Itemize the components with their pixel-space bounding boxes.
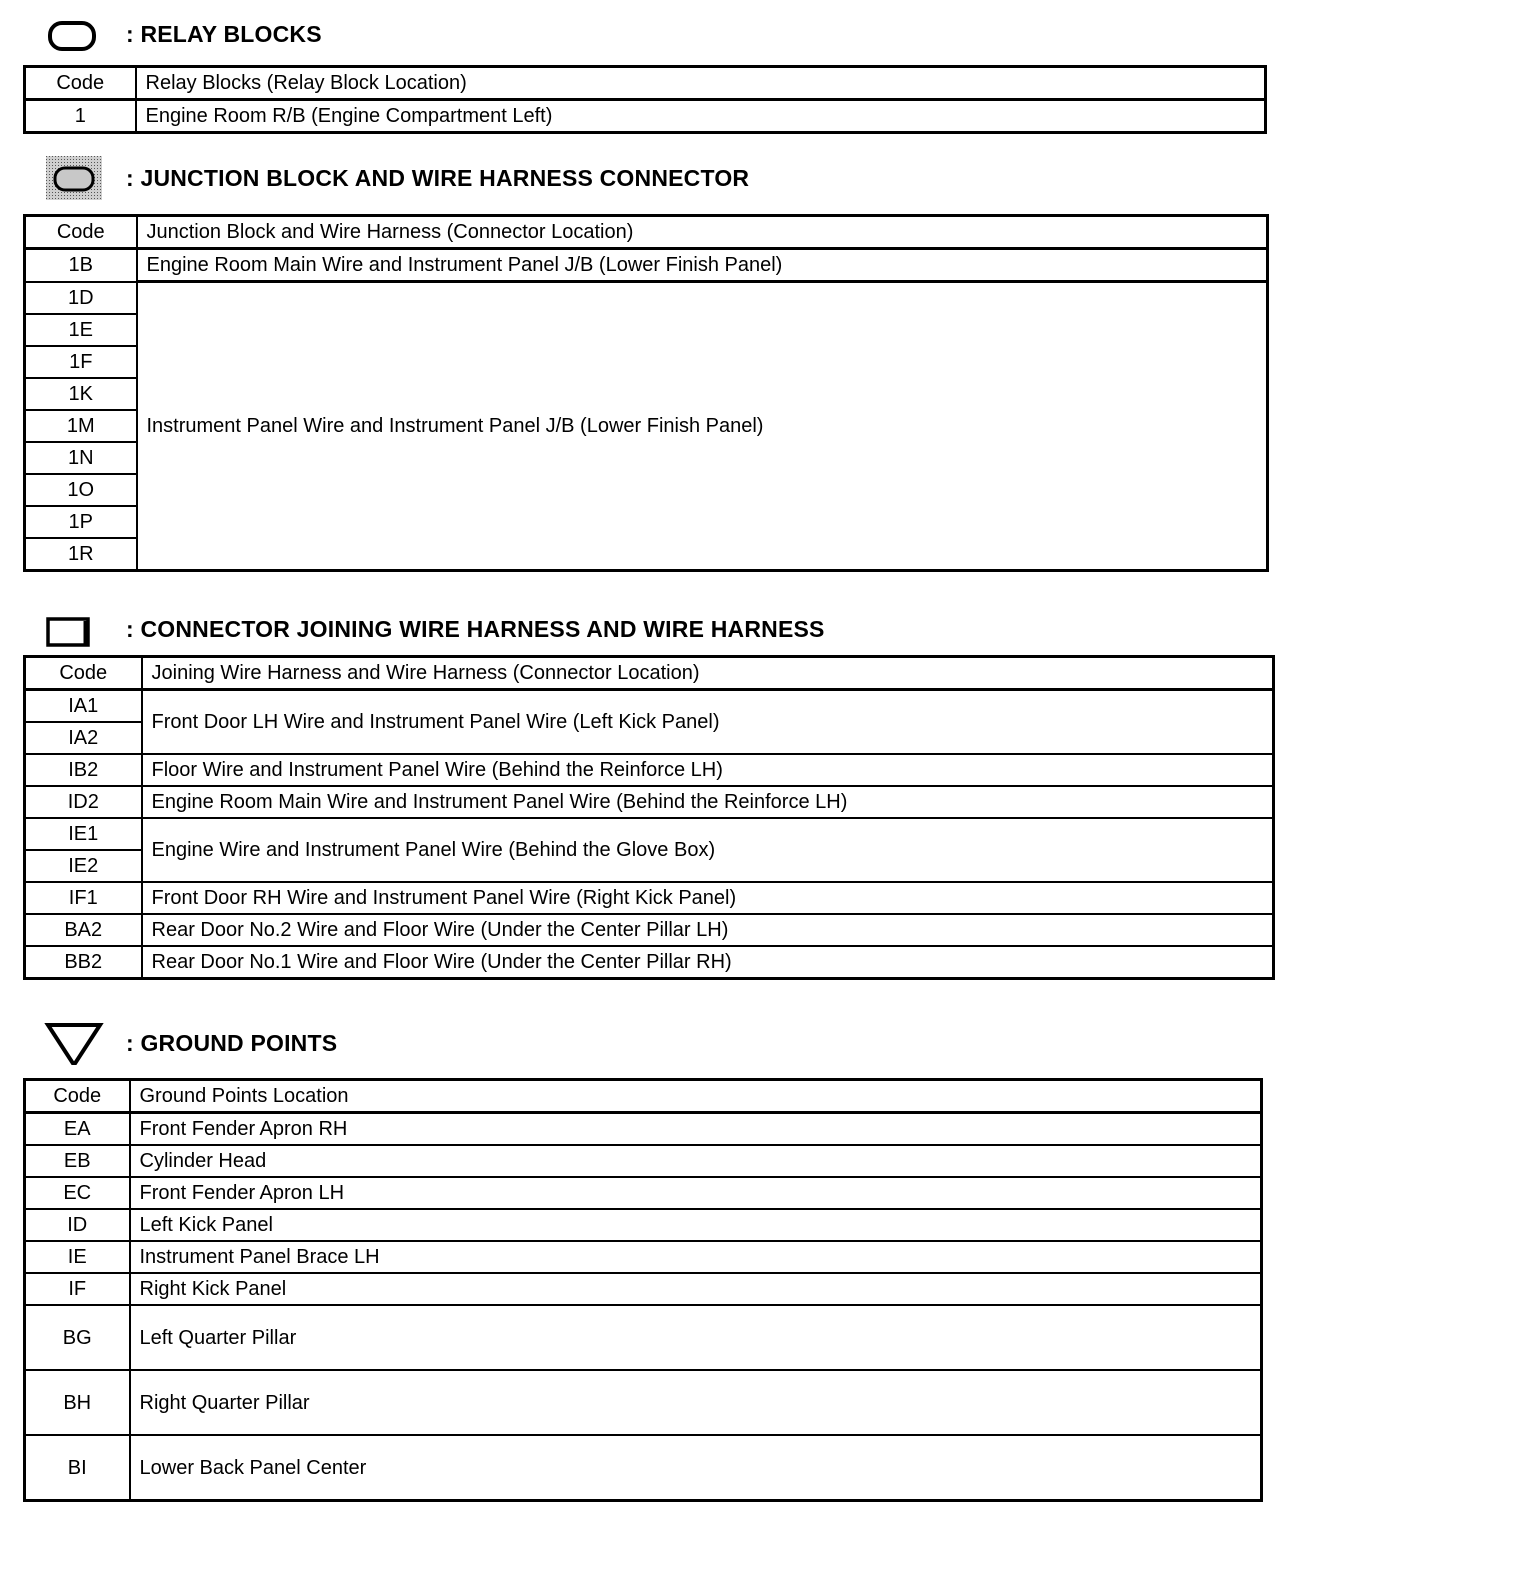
row-description: Cylinder Head — [130, 1145, 1262, 1177]
ground-points-table — [23, 1078, 1263, 1502]
junction-block-heading — [0, 156, 1300, 200]
table-row — [25, 818, 1274, 850]
row-code: BI — [25, 1435, 130, 1501]
row-code: IF — [25, 1273, 130, 1305]
row-description: Front Door LH Wire and Instrument Panel Wire (Left Kick Panel) — [142, 690, 1274, 755]
row-code: 1R — [25, 538, 137, 571]
relay-blocks-table — [23, 65, 1267, 134]
header-code: Code — [25, 657, 142, 690]
row-code: 1K — [25, 378, 137, 410]
row-code: 1D — [25, 282, 137, 314]
row-description: Lower Back Panel Center — [130, 1435, 1262, 1501]
table-row — [25, 249, 1268, 282]
row-description: Front Fender Apron LH — [130, 1177, 1262, 1209]
table-row — [25, 690, 1274, 723]
row-code: 1E — [25, 314, 137, 346]
table-row — [25, 1177, 1262, 1209]
table-row — [25, 754, 1274, 786]
table-row — [25, 282, 1268, 314]
row-code: ID — [25, 1209, 130, 1241]
row-code: 1F — [25, 346, 137, 378]
table-header-row — [25, 67, 1266, 100]
row-code: BB2 — [25, 946, 142, 979]
row-code: EA — [25, 1113, 130, 1146]
row-code: 1 — [25, 100, 136, 133]
row-description: Right Kick Panel — [130, 1273, 1262, 1305]
square-connector-icon — [40, 607, 108, 651]
row-code: EC — [25, 1177, 130, 1209]
junction-block-table — [23, 214, 1269, 572]
header-description: Ground Points Location — [130, 1080, 1262, 1113]
row-code: IA2 — [25, 722, 142, 754]
row-code: IE — [25, 1241, 130, 1273]
table-header-row — [25, 216, 1268, 249]
table-row — [25, 1370, 1262, 1435]
table-row — [25, 1209, 1262, 1241]
table-row — [25, 1145, 1262, 1177]
row-description: Left Kick Panel — [130, 1209, 1262, 1241]
row-description: Floor Wire and Instrument Panel Wire (Behind the Reinforce LH) — [142, 754, 1274, 786]
row-description: Left Quarter Pillar — [130, 1305, 1262, 1370]
section-title: : JUNCTION BLOCK AND WIRE HARNESS CONNECTOR — [126, 165, 750, 191]
row-code: EB — [25, 1145, 130, 1177]
row-description: Engine Wire and Instrument Panel Wire (Behind the Glove Box) — [142, 818, 1274, 882]
row-description: Instrument Panel Wire and Instrument Panel J/B (Lower Finish Panel) — [137, 282, 1268, 571]
row-code: 1P — [25, 506, 137, 538]
table-row — [25, 1435, 1262, 1501]
header-description: Joining Wire Harness and Wire Harness (Connector Location) — [142, 657, 1274, 690]
row-code: IF1 — [25, 882, 142, 914]
row-description: Front Door RH Wire and Instrument Panel Wire (Right Kick Panel) — [142, 882, 1274, 914]
row-code: BH — [25, 1370, 130, 1435]
row-code: 1B — [25, 249, 137, 282]
table-header-row — [25, 657, 1274, 690]
header-code: Code — [25, 216, 137, 249]
header-code: Code — [25, 67, 136, 100]
row-description: Right Quarter Pillar — [130, 1370, 1262, 1435]
row-code: BA2 — [25, 914, 142, 946]
header-code: Code — [25, 1080, 130, 1113]
row-description: Rear Door No.2 Wire and Floor Wire (Under the Center Pillar LH) — [142, 914, 1274, 946]
row-code: 1O — [25, 474, 137, 506]
table-row — [25, 1273, 1262, 1305]
row-code: 1N — [25, 442, 137, 474]
header-description: Junction Block and Wire Harness (Connector Location) — [137, 216, 1268, 249]
shaded-rounded-icon — [40, 156, 108, 200]
row-code: 1M — [25, 410, 137, 442]
row-code: IE1 — [25, 818, 142, 850]
header-description: Relay Blocks (Relay Block Location) — [136, 67, 1266, 100]
row-description: Engine Room Main Wire and Instrument Panel Wire (Behind the Reinforce LH) — [142, 786, 1274, 818]
connector-table — [23, 655, 1275, 980]
section-title: : RELAY BLOCKS — [126, 21, 322, 47]
row-code: BG — [25, 1305, 130, 1370]
table-header-row — [25, 1080, 1262, 1113]
table-row — [25, 882, 1274, 914]
ground-triangle-icon — [40, 1021, 108, 1065]
row-description: Rear Door No.1 Wire and Floor Wire (Under the Center Pillar RH) — [142, 946, 1274, 979]
section-title: : CONNECTOR JOINING WIRE HARNESS AND WIRE HARNESS — [126, 616, 825, 642]
section-title: : GROUND POINTS — [126, 1030, 338, 1056]
row-description: Engine Room R/B (Engine Compartment Left) — [136, 100, 1266, 133]
row-description: Front Fender Apron RH — [130, 1113, 1262, 1146]
row-description: Instrument Panel Brace LH — [130, 1241, 1262, 1273]
rounded-outline-icon — [40, 12, 108, 56]
table-row — [25, 914, 1274, 946]
row-description: Engine Room Main Wire and Instrument Panel J/B (Lower Finish Panel) — [137, 249, 1268, 282]
table-row — [25, 786, 1274, 818]
table-row — [25, 1113, 1262, 1146]
row-code: ID2 — [25, 786, 142, 818]
table-row — [25, 1241, 1262, 1273]
row-code: IA1 — [25, 690, 142, 723]
row-code: IE2 — [25, 850, 142, 882]
table-row — [25, 946, 1274, 979]
ground-points-heading — [0, 1021, 1300, 1065]
relay-blocks-heading — [0, 12, 1300, 56]
table-row — [25, 100, 1266, 133]
table-row — [25, 1305, 1262, 1370]
connector-heading — [0, 607, 1300, 651]
row-code: IB2 — [25, 754, 142, 786]
